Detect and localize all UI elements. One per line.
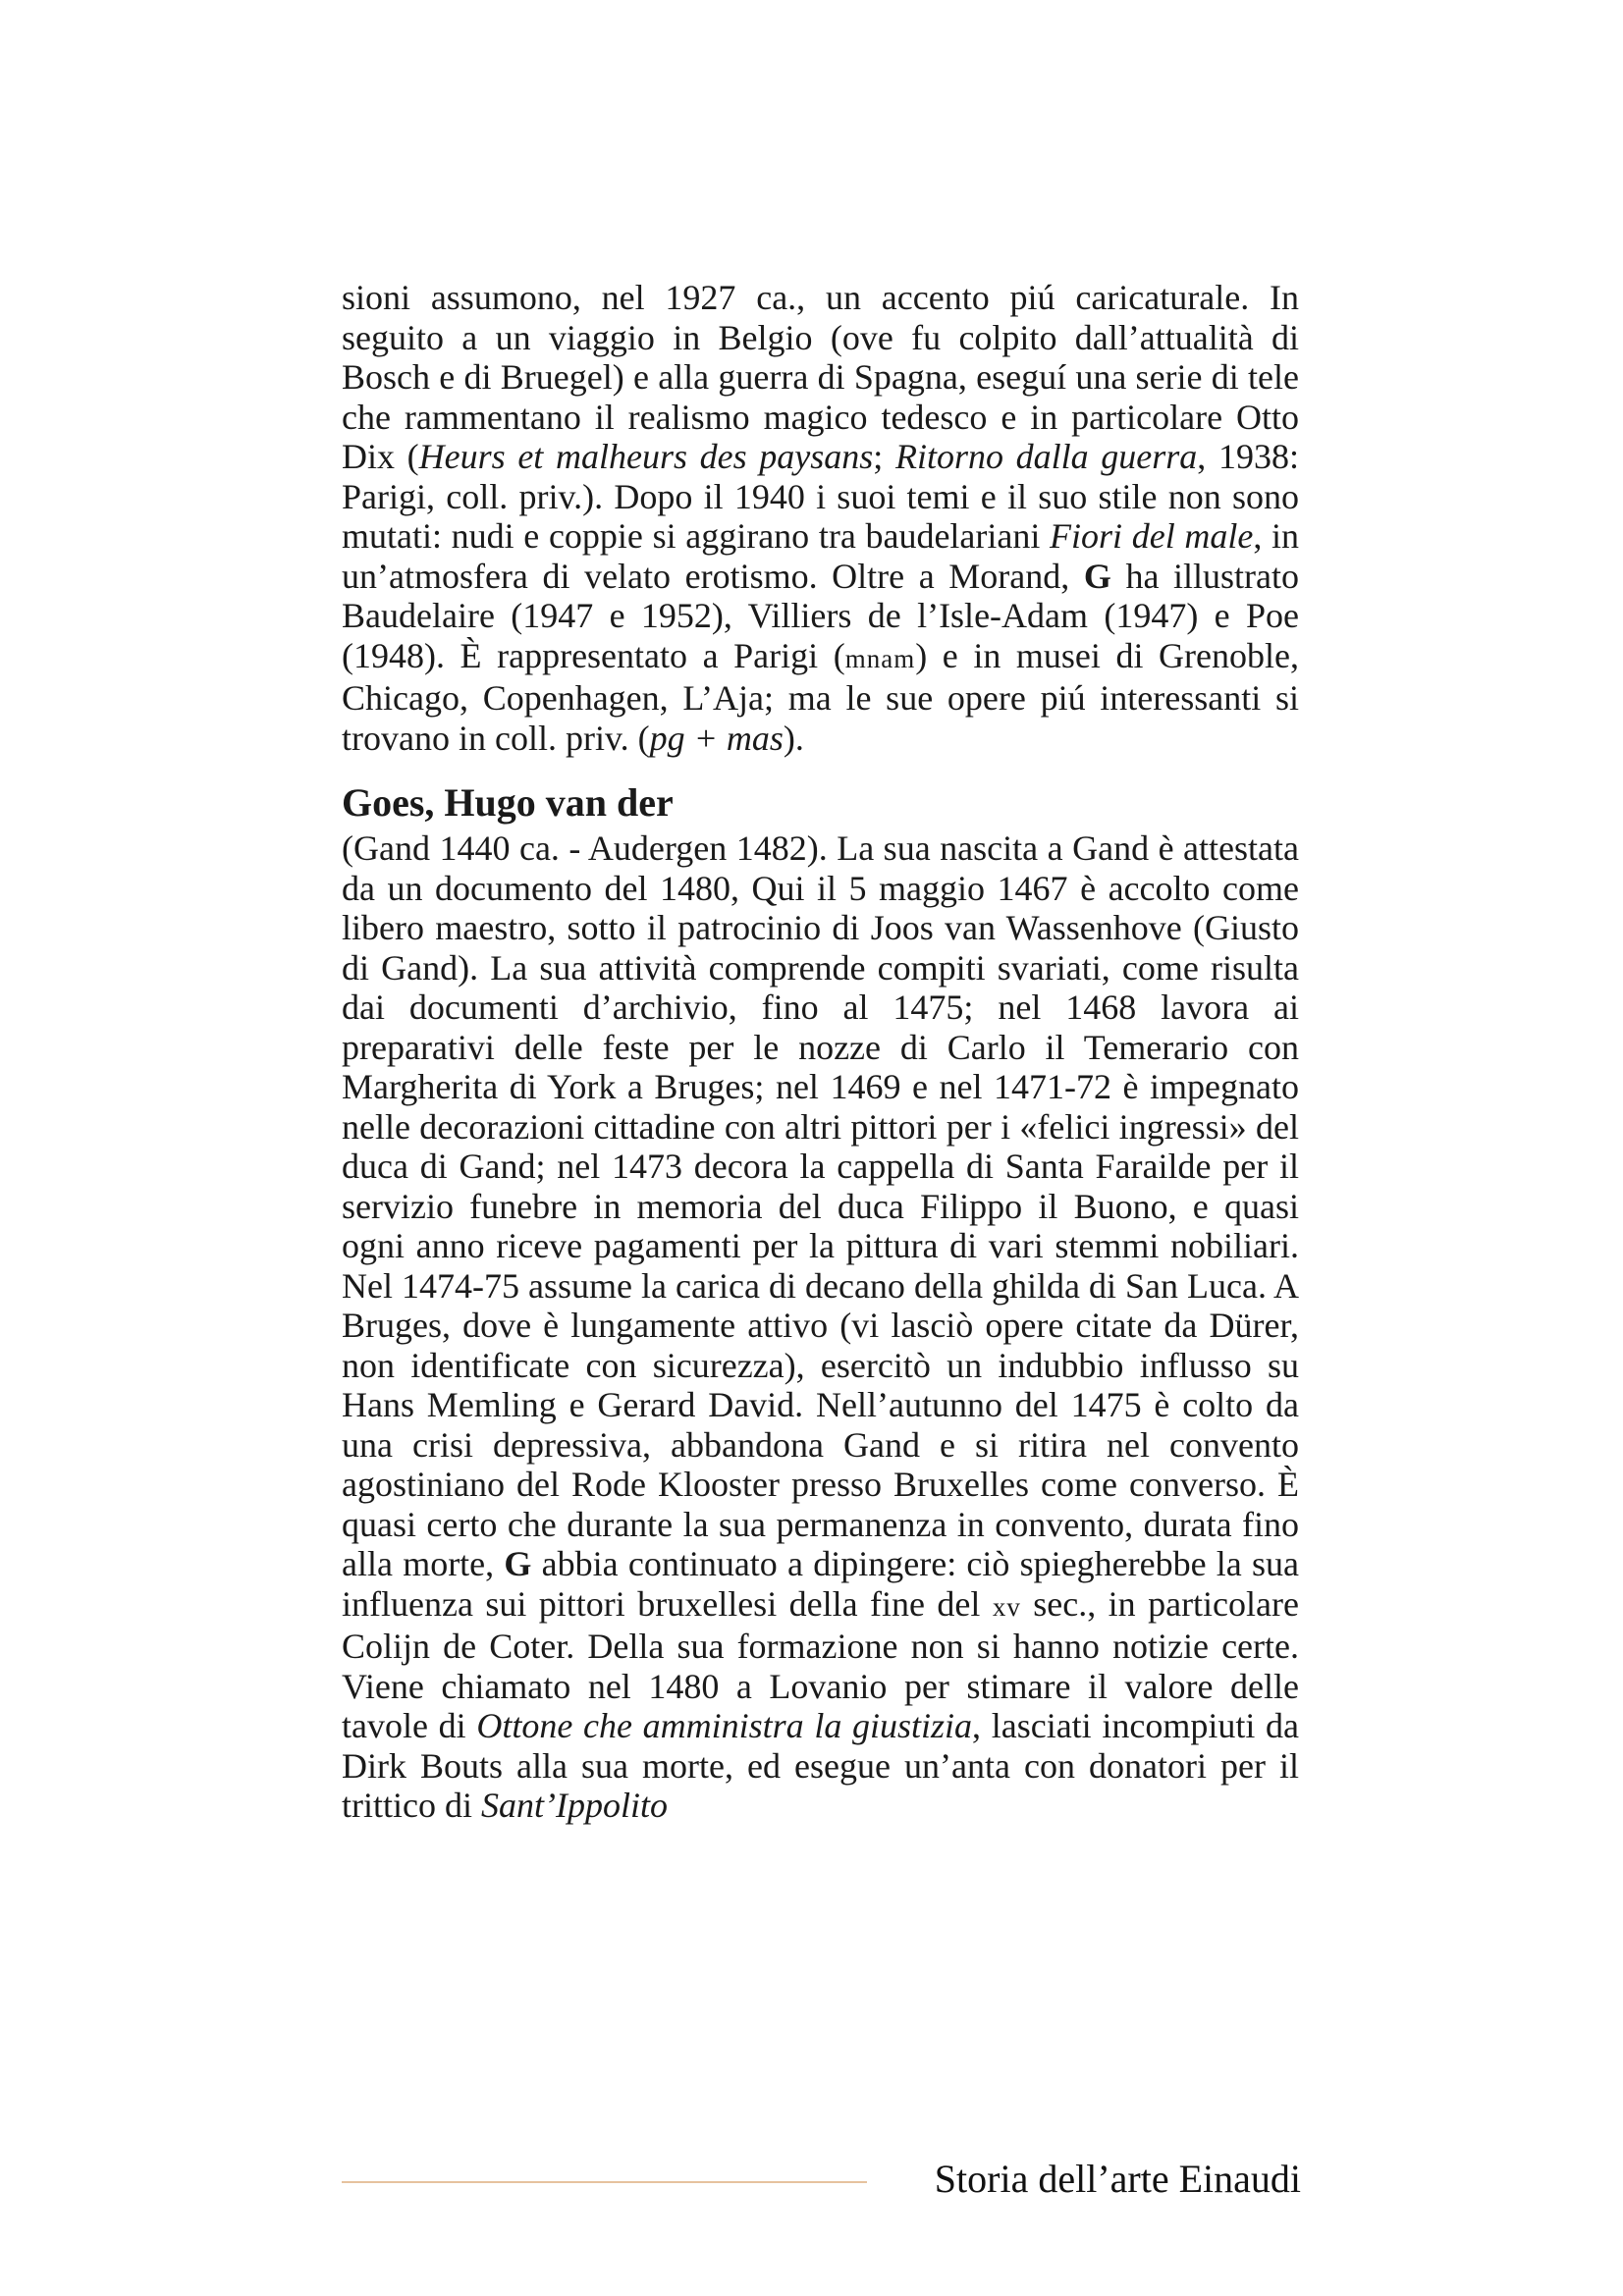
italic-title: Heurs et malheurs des paysans bbox=[418, 437, 874, 476]
bold-abbrev: G bbox=[1083, 556, 1111, 596]
text-run: sioni assumono, nel 1927 ca., un accento piú caricaturale. In seguito a un viaggio in Belgio (ove fu colpito dall’attualità di Bosch e di Bruegel) e alla guerra di Spagna, eseguí una serie di tele che rammentano il realismo magico tedesco e in particolare Otto Dix ( bbox=[342, 278, 1299, 476]
bold-abbrev: G bbox=[504, 1544, 532, 1583]
footer-rule bbox=[342, 2181, 867, 2183]
italic-title: Fiori del male bbox=[1050, 516, 1254, 556]
text-column bbox=[342, 278, 1299, 1826]
entry-title: Goes, Hugo van der bbox=[342, 780, 674, 825]
entry-body-paragraph bbox=[342, 828, 1299, 1826]
italic-title: Ritorno dalla guerra bbox=[894, 437, 1198, 476]
text-run: abbia continuato a dipingere: ciò spiegherebbe la sua influenza sui pittori bruxellesi della fine del bbox=[342, 1544, 1299, 1624]
text-run: , in un’atmosfera di velato erotismo. Oltre a Morand, bbox=[342, 516, 1299, 596]
italic-title: pg + mas bbox=[649, 718, 784, 758]
small-caps-text: xv bbox=[992, 1591, 1021, 1622]
italic-title: Sant’Ippolito bbox=[480, 1786, 668, 1825]
text-run: ha illustrato Baudelaire (1947 e 1952), Villiers de l’Isle-Adam (1947) e Poe (1948). È rappresentato a Parigi ( bbox=[342, 556, 1299, 675]
text-run: ). bbox=[783, 718, 804, 758]
footer-title: Storia dell’arte Einaudi bbox=[934, 2157, 1301, 2201]
text-run: ) e in musei di Grenoble, Chicago, Copenhagen, L’Aja; ma le sue opere piú interessanti si trovano in coll. priv. ( bbox=[342, 635, 1299, 758]
text-run: sec., in particolare Colijn de Coter. Della sua formazione non si hanno notizie certe. Viene chiamato nel 1480 a Lovanio per stimare il valore delle tavole di bbox=[342, 1583, 1299, 1745]
italic-title: Ottone che amministra la giustizia bbox=[476, 1706, 973, 1745]
text-run: (Gand 1440 ca. - Audergen 1482). La sua nascita a Gand è attestata da un documento del 1480, Qui il 5 maggio 1467 è accolto come libero maestro, sotto il patrocinio di Joos van Wassenhove (Giusto di Gand). La sua attività comprende compiti svariati, come risulta dai documenti d’archivio, fino al 1475; nel 1468 lavora ai preparativi delle feste per le nozze di Carlo il Temerario con Margherita di York a Bruges; nel 1469 e nel 1471-72 è impegnato nelle decorazioni cittadine con altri pittori per i «felici ingressi» del duca di Gand; nel 1473 decora la cappella di Santa Farailde per il servizio funebre in memoria del duca Filippo il Buono, e quasi ogni anno riceve pagamenti per la pittura di vari stemmi nobiliari. Nel 1474-75 assume la carica di decano della ghilda di San Luca. A Bruges, dove è lungamente attivo (vi lasciò opere citate da Dürer, non identificate con sicurezza), esercitò un indubbio influsso su Hans Memling e Gerard David. Nell’autunno del 1475 è colto da una crisi depressiva, abbandona Gand e si ritira nel convento agostiniano del Rode Klooster presso Bruxelles come converso. È quasi certo che durante la sua permanenza in convento, durata fino alla morte, bbox=[342, 828, 1299, 1583]
continuation-paragraph bbox=[342, 278, 1299, 758]
text-run: , lasciati incompiuti da Dirk Bouts alla sua morte, ed esegue un’anta con donatori per il trittico di bbox=[342, 1706, 1300, 1825]
text-run: ; bbox=[873, 437, 895, 476]
text-run: , 1938: Parigi, coll. priv.). Dopo il 1940 i suoi temi e il suo stile non sono mutati: nudi e coppie si aggirano tra baudelariani bbox=[342, 437, 1299, 556]
small-caps-text: mnam bbox=[844, 643, 916, 673]
